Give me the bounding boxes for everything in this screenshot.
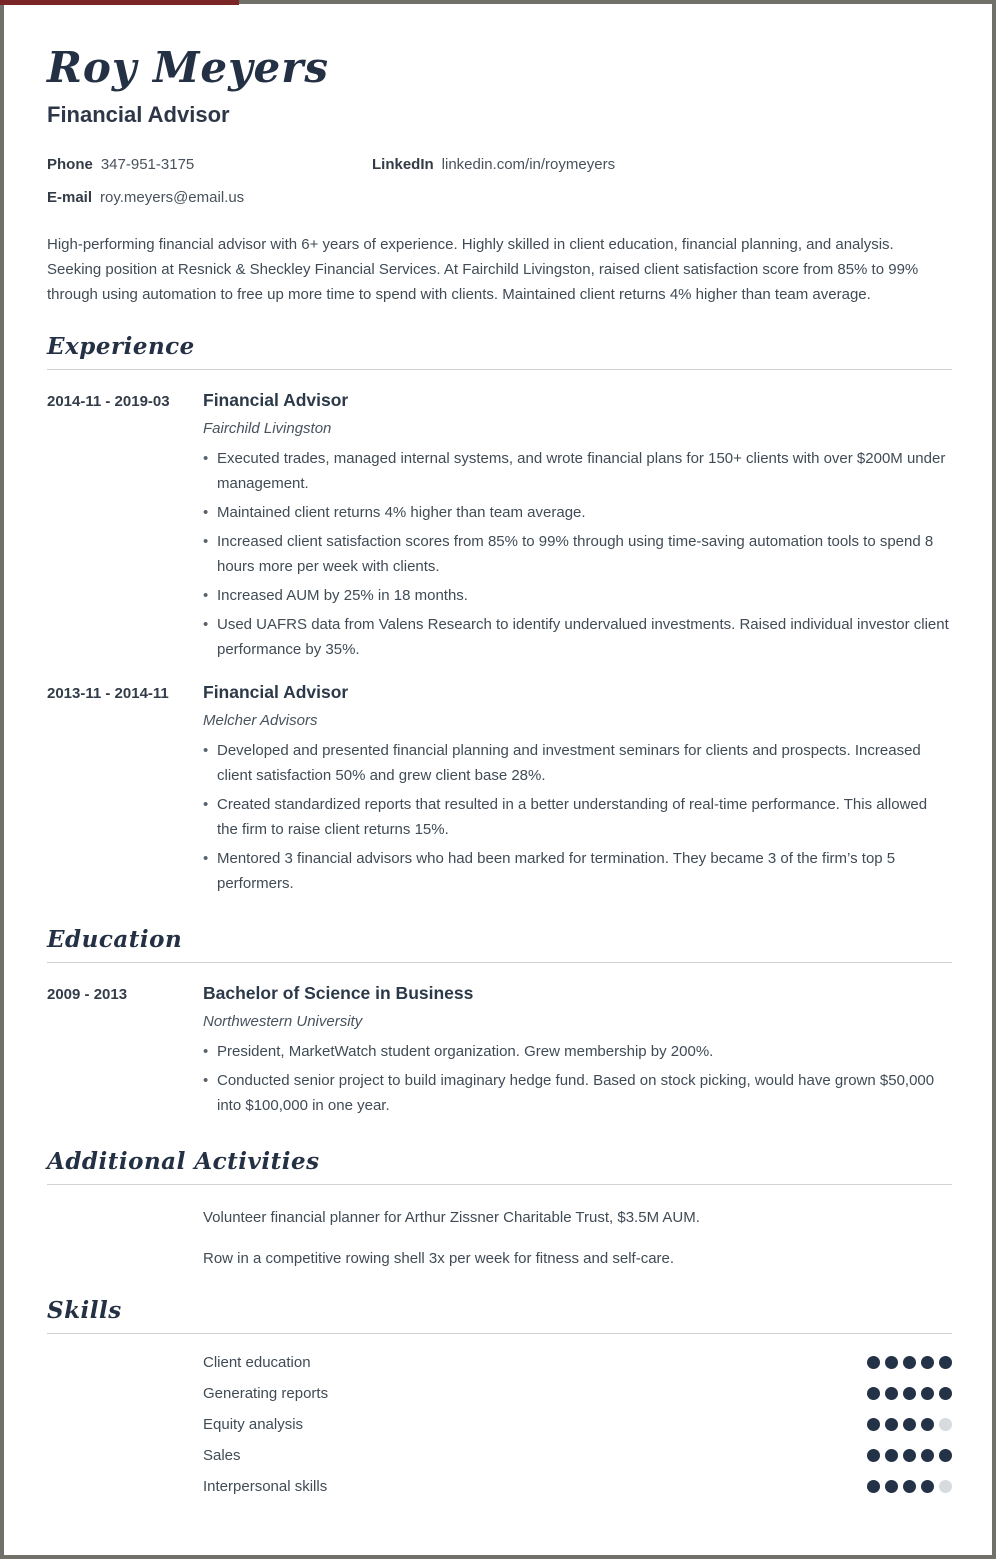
entry-body [203,983,952,1122]
entry-dates: 2009 - 2013 [47,986,128,1004]
skill-row [47,1354,952,1371]
skill-main [203,1416,952,1433]
top-accent-bar [0,0,239,5]
entry-body [203,390,952,666]
entry-body [203,682,952,900]
entry-dates: 2013-11 - 2014-11 [47,685,169,703]
person-job-title: Financial Advisor [47,102,230,128]
section-skills [47,1297,952,1495]
skill-row [47,1385,952,1402]
skill-dot-filled [921,1356,934,1369]
activity-spacer [47,1246,203,1271]
skill-label: Generating reports [203,1385,329,1403]
entry-title: Bachelor of Science in Business [203,983,474,1004]
professional-summary: High-performing financial advisor with 6+ years of experience. Highly skilled in client education, financial planning, and analysis. Seeking position at Resnick & Sheckley Financial Services. At Fairchild Livingston, raised client satisfaction score from 85% to 99% through using automation to free up more time to spend with clients. Maintained client returns 4% higher than team average. [47,236,919,304]
skill-dot-filled [885,1356,898,1369]
resume-header [47,43,952,307]
entry-bullets [203,1039,952,1118]
person-name: Roy Meyers [47,43,330,92]
section-divider [47,1184,952,1185]
entry-subtitle: Melcher Advisors [203,712,318,730]
section-divider [47,1333,952,1334]
skill-rating-dots [862,1418,952,1431]
phone-value: 347-951-3175 [100,156,195,174]
bullet-item: • Executed trades, managed internal systems, and wrote financial plans for 150+ clients with over $200M under management. [203,446,952,496]
skill-main [203,1478,952,1495]
skill-main [203,1354,952,1371]
section-experience [47,333,952,900]
resume-entry [47,390,952,666]
activity-text: Volunteer financial planner for Arthur Zissner Charitable Trust, $3.5M AUM. [203,1209,700,1227]
activity-spacer [47,1205,203,1230]
entry-subtitle: Fairchild Livingston [203,420,332,438]
bullet-item: • Used UAFRS data from Valens Research to identify undervalued investments. Raised individual investor client performance by 35%. [203,612,952,662]
entry-bullets [203,446,952,662]
skill-dot-filled [939,1449,952,1462]
skill-dot-filled [885,1480,898,1493]
entry-dates: 2014-11 - 2019-03 [47,393,170,411]
skill-dot-filled [903,1356,916,1369]
section-divider [47,962,952,963]
skill-row [47,1416,952,1433]
activity-text: Row in a competitive rowing shell 3x per week for fitness and self-care. [203,1250,675,1268]
bullet-item: • Increased client satisfaction scores from 85% to 99% through using time-saving automation tools to spend 8 hours more per week with clients. [203,529,952,579]
contact-email [47,189,372,206]
skill-dot-filled [885,1418,898,1431]
activity-item [47,1246,952,1271]
skill-label: Equity analysis [203,1416,304,1434]
bullet-item: • Developed and presented financial planning and investment seminars for clients and prospects. Increased client satisfaction 50% and grew client base 28%. [203,738,952,788]
entry-subtitle: Northwestern University [203,1013,363,1031]
skills-heading: Skills [47,1297,122,1325]
entry-bullets [203,738,952,896]
skill-dot-filled [903,1387,916,1400]
skill-rating-dots [862,1449,952,1462]
skill-dot-filled [903,1418,916,1431]
linkedin-label: LinkedIn [372,156,434,174]
skill-dot-filled [867,1418,880,1431]
contact-phone [47,156,372,173]
skill-dot-filled [903,1480,916,1493]
skill-dot-filled [867,1356,880,1369]
skill-dot-filled [939,1387,952,1400]
skill-dot-filled [921,1449,934,1462]
skill-dot-filled [921,1480,934,1493]
skill-dot-filled [867,1387,880,1400]
resume-entry [47,682,952,900]
resume-entry [47,983,952,1122]
skill-dot-filled [885,1449,898,1462]
skill-dot-empty [939,1418,952,1431]
experience-list [47,390,952,900]
education-heading: Education [47,926,183,954]
skill-dot-empty [939,1480,952,1493]
bullet-item: • Increased AUM by 25% in 18 months. [203,583,952,608]
contact-info [47,156,952,206]
skill-label: Sales [203,1447,241,1465]
skill-rating-dots [862,1480,952,1493]
section-education [47,926,952,1122]
skills-list [47,1354,952,1495]
skill-label: Interpersonal skills [203,1478,328,1496]
skill-dot-filled [921,1418,934,1431]
section-divider [47,369,952,370]
skill-label: Client education [203,1354,311,1372]
skill-dot-filled [885,1387,898,1400]
skill-dot-filled [903,1449,916,1462]
activities-list [47,1205,952,1271]
phone-label: Phone [47,156,93,174]
section-additional-activities [47,1148,952,1271]
skill-dot-filled [921,1387,934,1400]
skill-row [47,1447,952,1464]
skill-rating-dots [862,1387,952,1400]
bullet-item: • Created standardized reports that resulted in a better understanding of real-time performance. This allowed the firm to raise client returns 15%. [203,792,952,842]
bullet-item: • Conducted senior project to build imaginary hedge fund. Based on stock picking, would have grown $50,000 into $100,000 in one year. [203,1068,952,1118]
email-label: E-mail [47,189,93,207]
activity-item [47,1205,952,1230]
entry-title: Financial Advisor [203,390,349,411]
skill-row [47,1478,952,1495]
experience-heading: Experience [47,333,195,361]
education-list [47,983,952,1122]
skill-dot-filled [867,1449,880,1462]
skill-dot-filled [939,1356,952,1369]
skill-rating-dots [862,1356,952,1369]
activities-heading: Additional Activities [47,1148,320,1176]
entry-title: Financial Advisor [203,682,349,703]
skill-main [203,1385,952,1402]
email-value: roy.meyers@email.us [100,189,245,207]
linkedin-value: linkedin.com/in/roymeyers [441,156,616,174]
bullet-item: • Mentored 3 financial advisors who had been marked for termination. They became 3 of the firm’s top 5 performers. [203,846,952,896]
skill-dot-filled [867,1480,880,1493]
contact-linkedin [372,156,952,173]
bullet-item: • President, MarketWatch student organization. Grew membership by 200%. [203,1039,952,1064]
skill-main [203,1447,952,1464]
bullet-item: • Maintained client returns 4% higher than team average. [203,500,952,525]
